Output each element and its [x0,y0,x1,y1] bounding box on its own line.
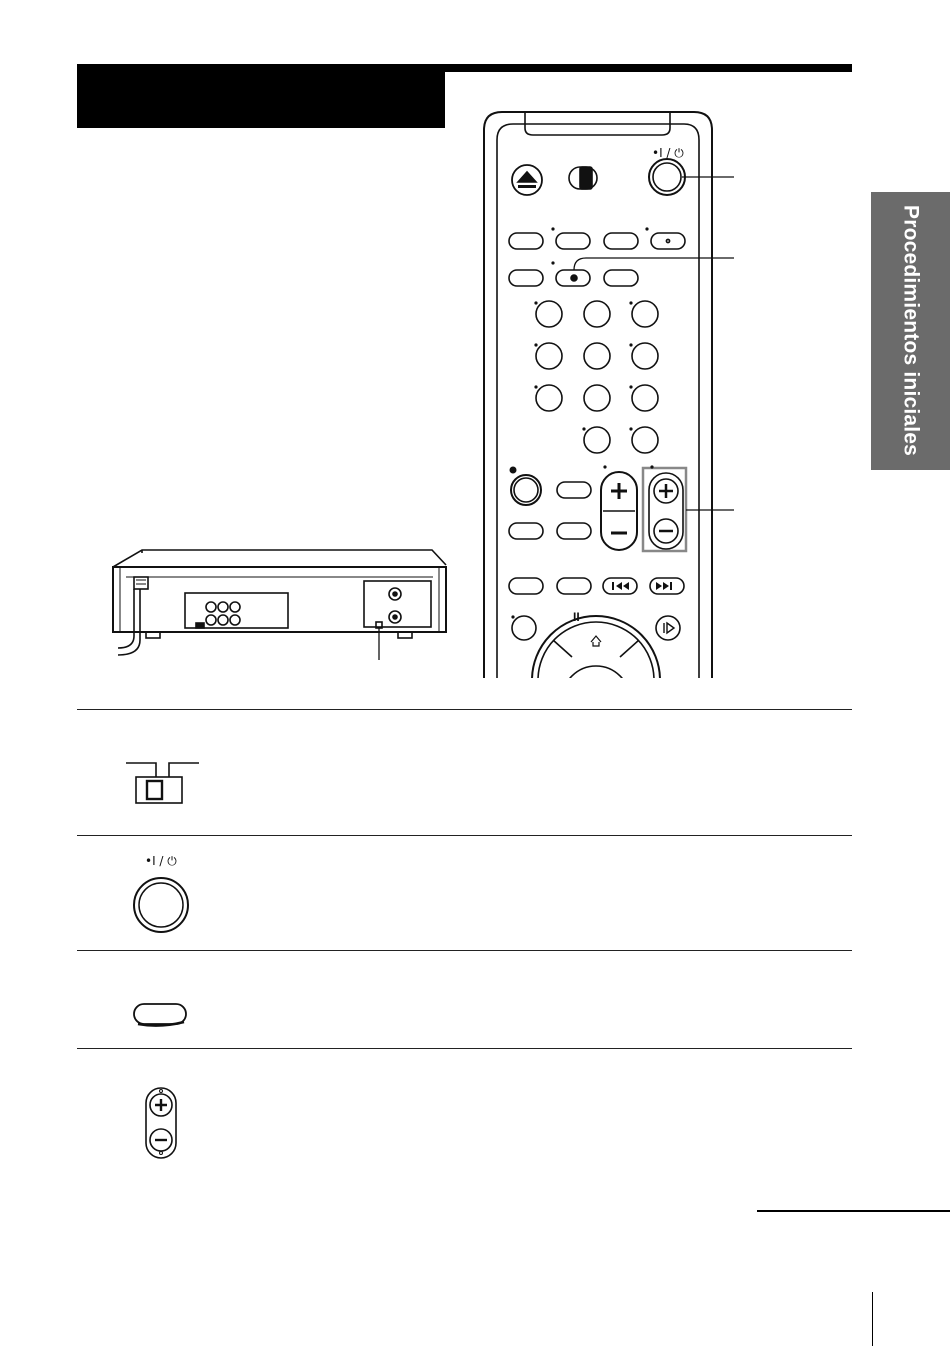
continued-rule [757,1210,950,1212]
divider [77,709,852,710]
divider [77,1048,852,1049]
oval-button-icon [126,996,206,1036]
pause-label: II [573,610,580,624]
page-number-mark [872,1292,873,1346]
power-symbol-label: •I / ⏻ [145,854,177,868]
divider [77,950,852,951]
remote-power-label: •I / ⏻ [652,146,684,160]
divider [77,835,852,836]
side-tab-label: Procedimientos iniciales [899,205,923,457]
plus-minus-button-icon [138,1085,198,1165]
switch-icon [120,755,220,815]
